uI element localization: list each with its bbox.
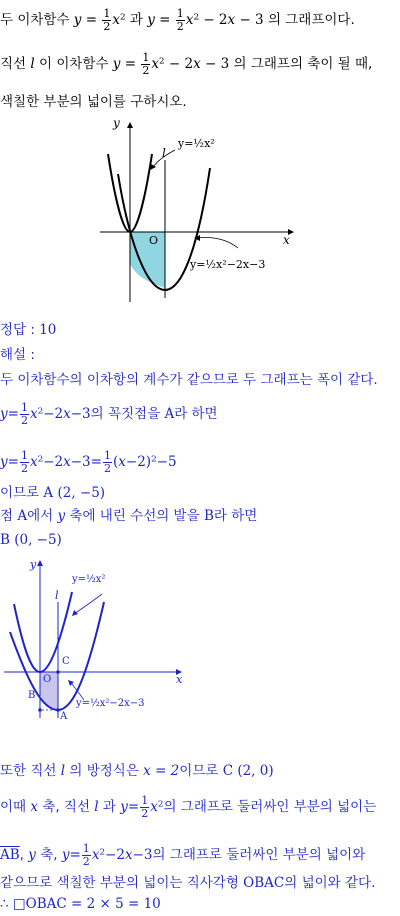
- curve-1-pointer: [74, 594, 102, 614]
- solution-heading: 해설 :: [0, 347, 35, 363]
- axis-var: y: [28, 847, 36, 864]
- y-axis-arrow: [37, 560, 43, 566]
- solution-line-4: [0, 487, 105, 501]
- point-C: [56, 670, 60, 674]
- solution-line-5: [0, 510, 257, 524]
- equation-x2: x = 2: [143, 763, 180, 779]
- fig2-A-label: A: [60, 711, 68, 722]
- answer-label: 정답 :: [0, 322, 40, 338]
- fig2-B-label: B: [28, 690, 36, 701]
- curve-1-pointer-head: [72, 610, 78, 616]
- point-B-ref: B: [203, 508, 214, 524]
- solution-text: 의 넓이와 같다.: [284, 875, 376, 891]
- solution-text: 축,: [35, 847, 62, 864]
- line-variable: l: [60, 763, 66, 779]
- solution-line-8: 이때 x 축, 직선 l 과 y= $\frac{1}{2}$ $x^2$의 그래프로 둘러싸인 부분의 넓이는: [0, 794, 377, 820]
- solution-text: 또한 직선: [0, 763, 61, 779]
- y-axis-arrow: [127, 122, 133, 128]
- shaded-region: [130, 232, 165, 288]
- solution-text: 축에 내린 수선의 발을: [65, 508, 204, 524]
- solution-text: 이므로: [0, 485, 44, 501]
- solution-line-6: B (0, −5): [0, 532, 62, 548]
- solution-text: ,: [19, 847, 29, 864]
- solution-text: 과: [98, 799, 121, 816]
- point-B: [38, 708, 42, 712]
- solution-text: 라 하면: [213, 508, 258, 524]
- solution-text: 같으므로 색칠한 부분의 넓이는 직사각형: [0, 875, 244, 891]
- rectangle-name: OBAC: [243, 875, 285, 891]
- solution-line-10: [0, 877, 375, 891]
- curve-2-pointer: [196, 237, 238, 248]
- solution-text: 축, 직선: [38, 799, 95, 816]
- fig1-curve2-label: y=½x²−2x−3: [190, 258, 266, 271]
- segment-AB: $\overline{AB}$: [0, 847, 20, 864]
- problem-text: 색칠한 부분의 넓이를 구하시오.: [0, 94, 187, 110]
- fig1-origin-label: O: [149, 234, 159, 247]
- solution-text: 의 그래프로 둘러싸인 부분의 넓이와: [152, 847, 366, 864]
- problem-line-2: 직선 l 이 이차함수 y = $\frac{1}{2}$ $x^2 - 2x - 3$ 의 그래프의 축이 될 때,: [0, 51, 373, 77]
- solution-line-3: y= $\frac{1}{2}$ $x^2-2x-3=$ $\frac{1}{2}$ $(x-2)^2-5$: [0, 449, 177, 475]
- solution-text: 의 그래프로 둘러싸인 부분의 넓이는: [163, 799, 377, 816]
- fig2-y-label: y: [30, 558, 37, 571]
- solution-line-11: ∴ □OBAC = 2 × 5 = 10: [0, 896, 161, 912]
- point-A-ref: A: [17, 508, 28, 524]
- fig1-l-label: l: [162, 146, 166, 160]
- problem-text: 직선: [0, 56, 31, 73]
- fig2-x-label: x: [176, 673, 183, 686]
- line-variable: l: [30, 56, 35, 73]
- problem-text: 의 그래프이다.: [267, 12, 355, 29]
- fig1-y-label: y: [113, 116, 120, 130]
- solution-text: 의 방정식은: [65, 763, 144, 779]
- solution-text: 의 꼭짓점을: [90, 406, 165, 423]
- fig2-curve2-label: y=½x²−2x−3: [76, 698, 145, 709]
- solution-line-2: y= $\frac{1}{2}$ $x^2-2x-3$의 꼭짓점을 A라 하면: [0, 401, 218, 427]
- point-C-coords: C (2, 0): [222, 763, 274, 779]
- problem-line-1: 두 이차함수 y = $\frac{1}{2}$ $x^2$ 과 y = $\frac{1}{2}$ $x^2 - 2x - 3$ 의 그래프이다.: [0, 7, 355, 33]
- solution-text: 라 하면: [174, 406, 218, 423]
- axis-var: y: [57, 508, 66, 524]
- problem-line-3: [0, 96, 187, 110]
- axis-var: x: [30, 799, 38, 816]
- answer-value: 10: [39, 322, 57, 338]
- solution-text: 점: [0, 508, 18, 524]
- point-A-coords: A (2, −5): [43, 485, 106, 501]
- answer-line: [0, 324, 56, 338]
- problem-text: 이 이차함수: [34, 56, 113, 73]
- fig1-curve1-label: y=½x²: [178, 137, 215, 150]
- solution-line-7: [0, 765, 274, 779]
- solution-text: 에서: [27, 508, 58, 524]
- fig1-x-label: x: [283, 233, 290, 247]
- solution-line-9: $\overline{AB}$, y 축, y= $\frac{1}{2}$ $x^2-2x-3$의 그래프로 둘러싸인 부분의 넓이와: [0, 842, 366, 868]
- line-variable: l: [94, 799, 99, 816]
- solution-line-1: 두 이차함수의 이차항의 계수가 같으므로 두 그래프는 폭이 같다.: [0, 372, 378, 388]
- fig2-l-label: l: [55, 589, 59, 602]
- solution-text: 이때: [0, 799, 31, 816]
- fig2-curve1-label: y=½x²: [72, 574, 106, 585]
- figure-2: [0, 552, 400, 722]
- point-A-ref: A: [164, 406, 175, 423]
- problem-text: 의 그래프의 축이 될 때,: [233, 56, 373, 73]
- fig2-origin-label: O: [43, 674, 52, 685]
- solution-text: 이므로: [179, 763, 223, 779]
- problem-text: 두 이차함수: [0, 12, 74, 29]
- fig2-C-label: C: [62, 656, 70, 667]
- problem-text: 과: [129, 12, 148, 29]
